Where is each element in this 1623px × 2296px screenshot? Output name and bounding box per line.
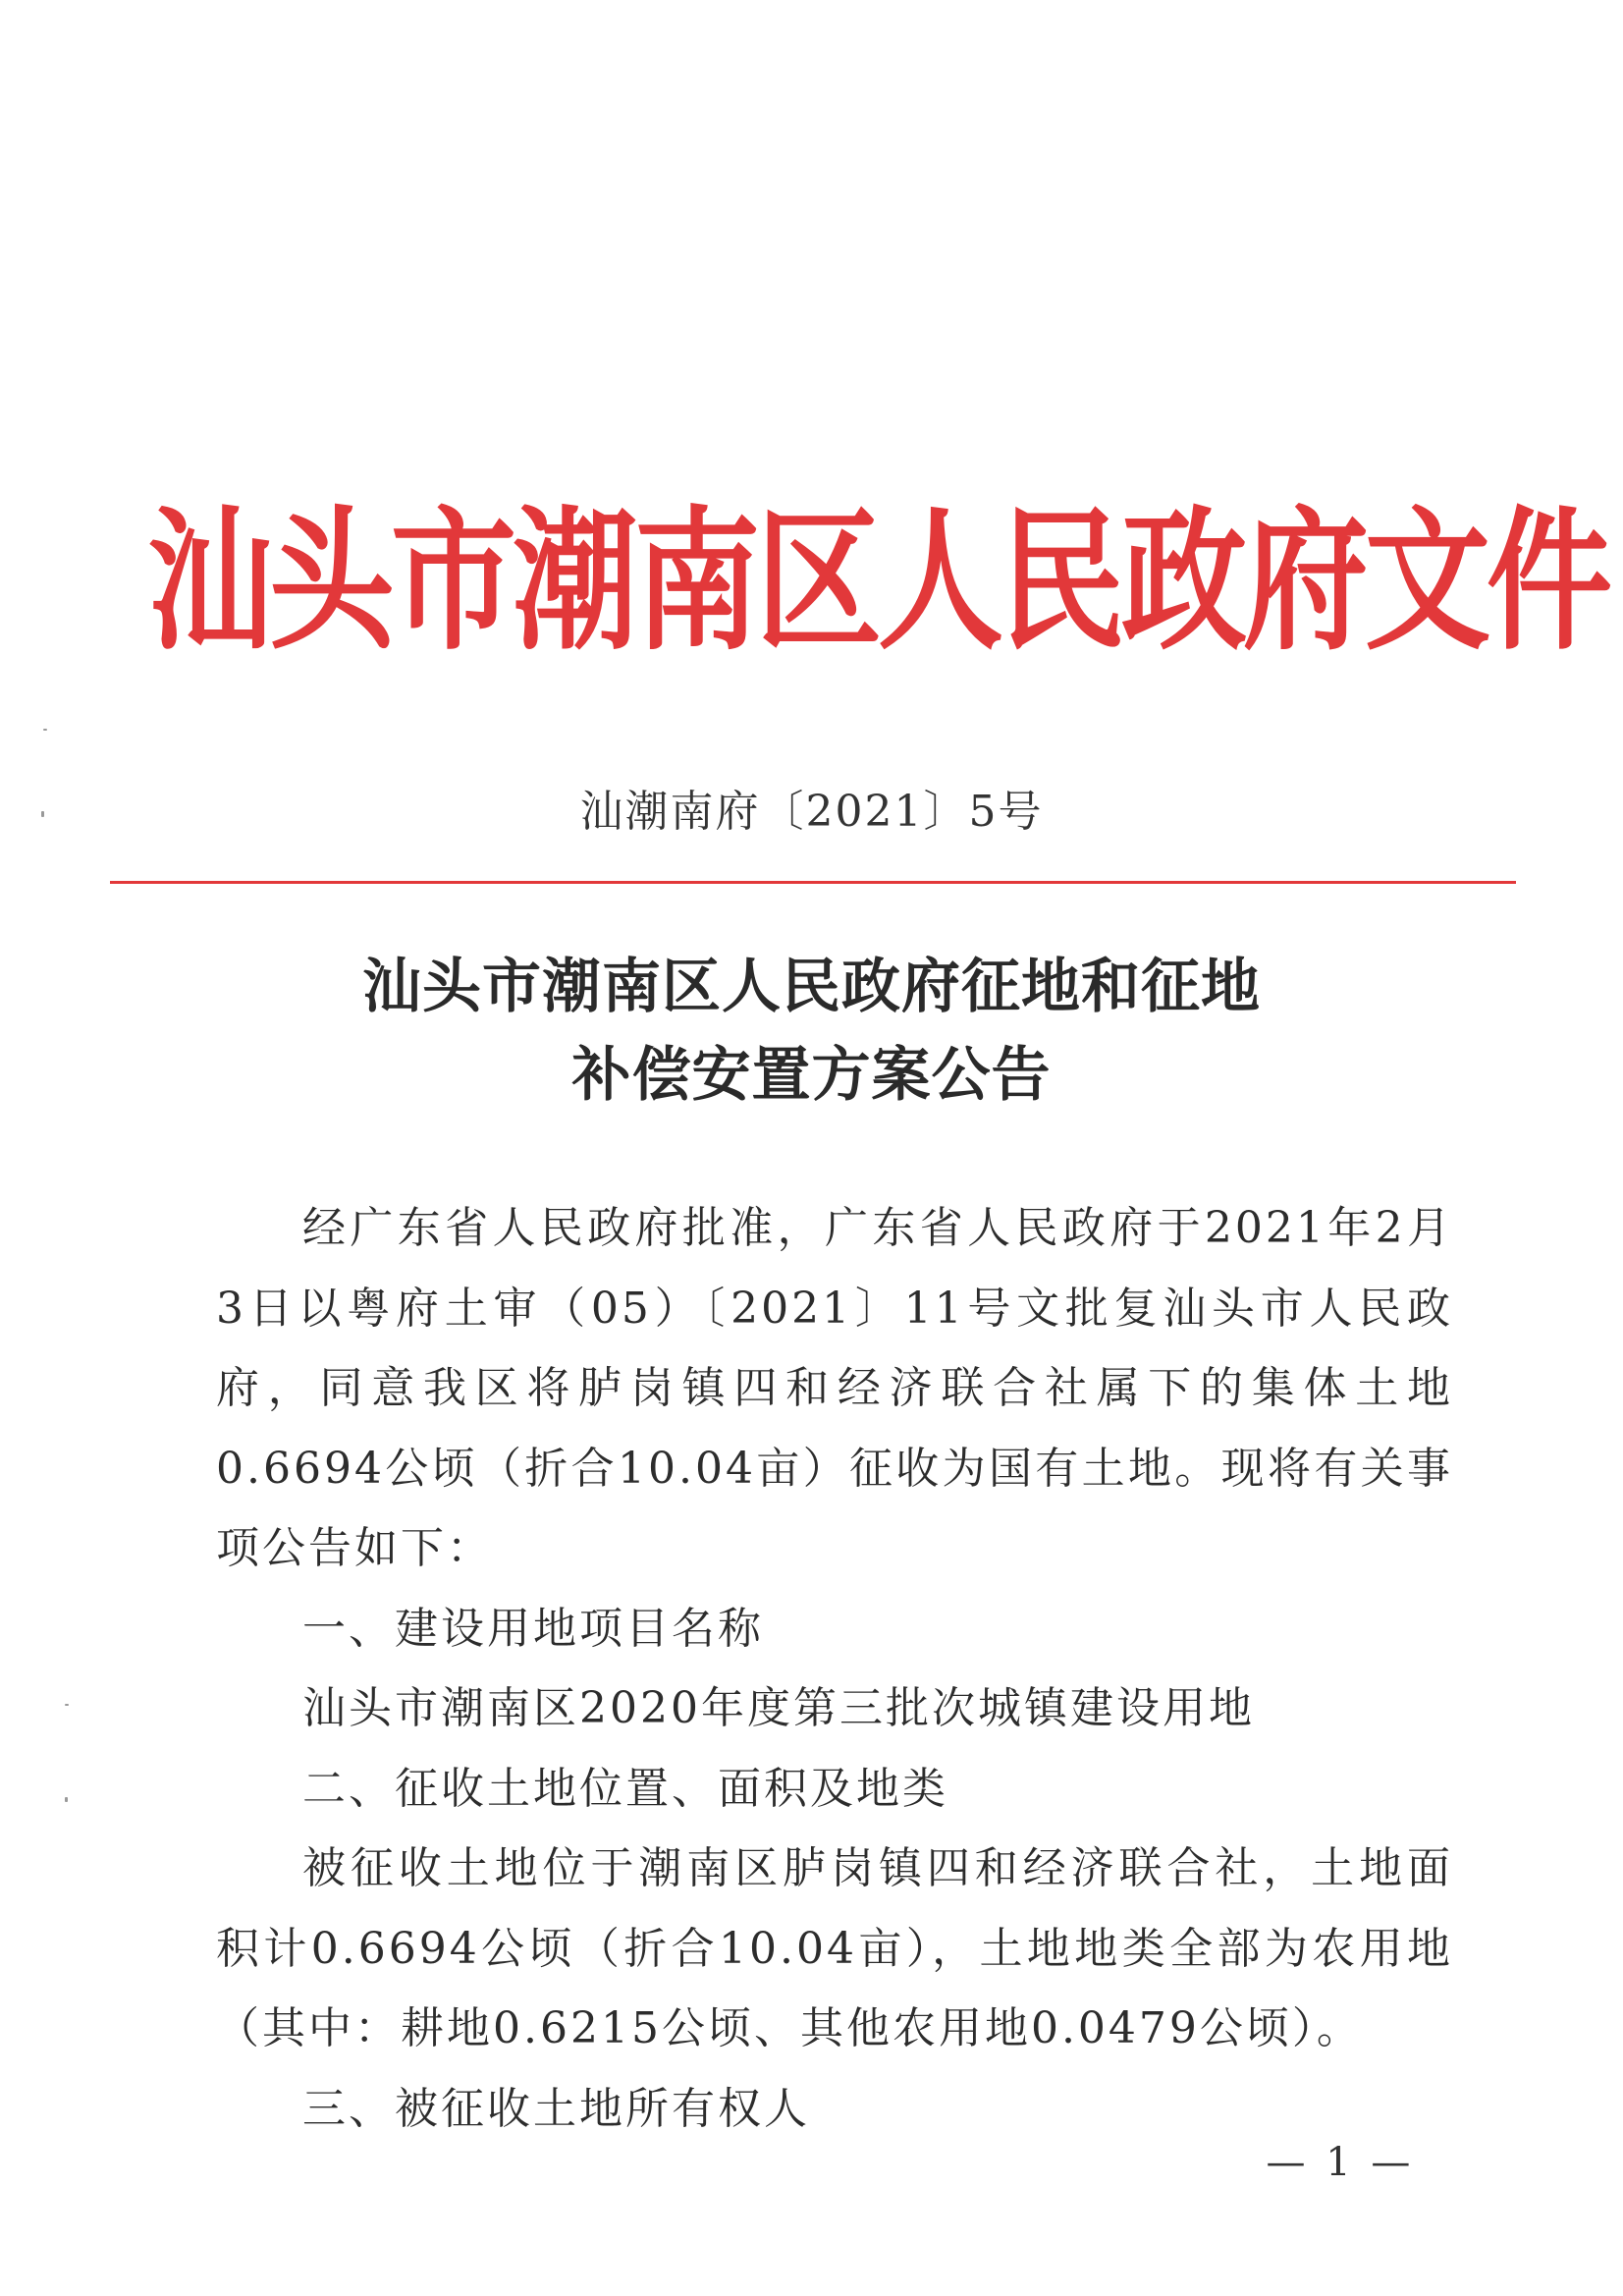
section-heading-3: 三、被征收土地所有权人: [302, 2083, 810, 2134]
title-line-2: 补偿安置方案公告: [571, 1041, 1052, 1110]
scan-speck: [65, 1704, 69, 1706]
title-line-1: 汕头市潮南区人民政府征地和征地: [362, 953, 1261, 1021]
section-heading-2: 二、征收土地位置、面积及地类: [302, 1763, 948, 1814]
page-number: — 1 —: [1266, 2140, 1415, 2185]
paragraph-project-name: 汕头市潮南区2020年度第三批次城镇建设用地: [302, 1683, 1255, 1733]
document-number: 汕潮南府〔2021〕5号: [579, 787, 1044, 837]
scan-speck: [65, 1797, 68, 1802]
scan-speck: [41, 811, 44, 817]
document-masthead: 汕头市潮南区人民政府文件: [147, 493, 1609, 672]
section-heading-1: 一、建设用地项目名称: [302, 1603, 764, 1654]
document-body: [216, 1188, 1453, 2149]
red-divider-line: [110, 881, 1516, 884]
announcement-title: [0, 943, 1623, 1120]
paragraph-land-location: 被征收土地位于潮南区胪岗镇四和经济联合社，土地面积计0.6694公顷（折合10.04亩），土地地类全部为农用地（其中：耕地0.6215公顷、其他农用地0.0479公顷）。: [216, 1843, 1453, 2053]
paragraph-intro: 经广东省人民政府批准，广东省人民政府于2021年2月3日以粤府土审（05）〔2021〕11号文批复汕头市人民政府，同意我区将胪岗镇四和经济联合社属下的集体土地0.6694公顷（折合10.04亩）征收为国有土地。现将有关事项公告如下：: [216, 1203, 1453, 1573]
scan-speck: [43, 729, 47, 731]
